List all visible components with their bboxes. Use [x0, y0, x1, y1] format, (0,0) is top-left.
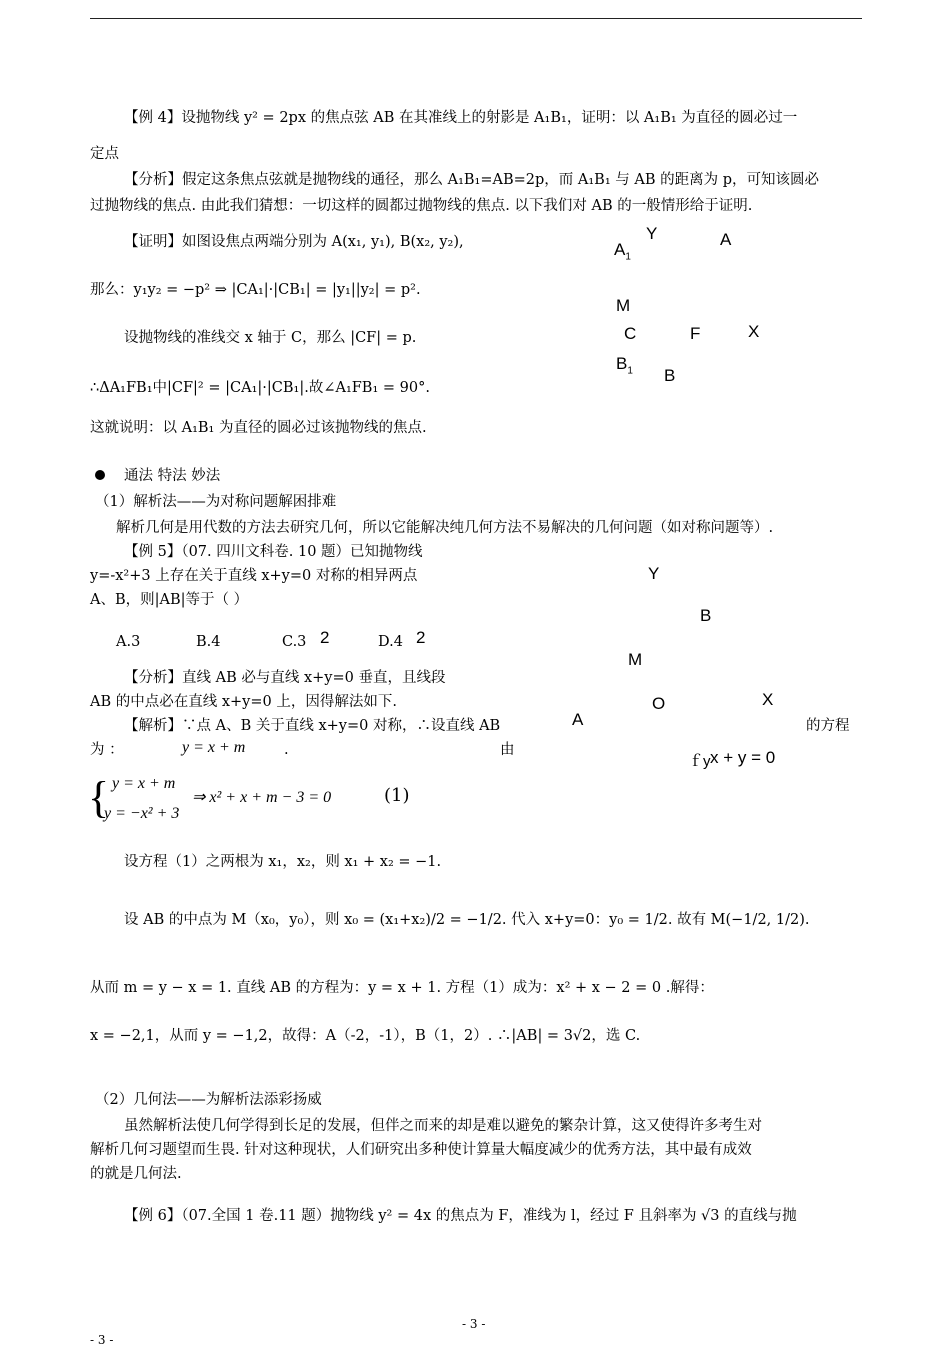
fig1-label-b1: $B_1$: [616, 354, 633, 377]
system-eq2: y = −x² + 3: [104, 805, 180, 822]
fig1-label-a1: $A_1$: [614, 240, 631, 263]
geo-sub2: （2）几何法——为解析法添彩扬威: [95, 1092, 322, 1108]
ex4-proof4: ∴ΔA₁FB₁中|CF|² = |CA₁|·|CB₁|.故∠A₁FB₁ = 90°.: [90, 380, 430, 396]
ex5-option-a: A.3: [116, 634, 141, 650]
ex4-analysis1: 【分析】假定这条焦点弦就是抛物线的通径，那么 A₁B₁=AB=2p，而 A₁B₁ 与 AB 的距离为 p，可知该圆必: [124, 172, 819, 188]
ex4-proof5: 这就说明：以 A₁B₁ 为直径的圆必过该抛物线的焦点.: [90, 420, 427, 436]
fig2-label-a: A: [572, 710, 584, 729]
bullet-icon: [95, 470, 105, 480]
system-brace: {: [88, 773, 110, 822]
page-number-left: - 3 -: [90, 1333, 114, 1347]
ex4-analysis2: 过抛物线的焦点. 由此我们猜想：一切这样的圆都过抛物线的焦点. 以下我们对 AB 的一般情形给于证明.: [90, 198, 753, 214]
geo-p2: 解析几何习题望而生畏. 针对这种现状，人们研究出多种使计算量大幅度减少的优秀方法，其中最有成效: [90, 1142, 752, 1158]
system-result: ⇒ x² + x + m − 3 = 0: [192, 789, 332, 806]
fig1-label-m: M: [616, 296, 631, 315]
ex5-m-value: 从而 m = y − x = 1. 直线 AB 的方程为：y = x + 1. 方程（1）成为：x² + x − 2 = 0 .解得：: [90, 980, 714, 996]
fig2-line-label: x + y = 0: [710, 748, 776, 767]
methods-sub1: （1）解析法——为对称问题解困排难: [95, 494, 337, 510]
ex4-line2: 定点: [90, 146, 119, 162]
ex5-line2: y=-x²+3 上存在关于直线 x+y=0 对称的相异两点: [90, 568, 418, 584]
fig1-label-b: B: [664, 366, 676, 385]
fig1-label-y: Y: [646, 224, 658, 243]
ex5-solution2-eq: y = x + m: [182, 739, 246, 756]
ex5-solution2-by: 由: [500, 742, 515, 758]
geo-p3: 的就是几何法.: [90, 1166, 182, 1182]
ex5-solution2-dot: .: [284, 742, 289, 758]
fig2-label-o: O: [652, 694, 666, 713]
methods-intro: 解析几何是用代数的方法去研究几何，所以它能解决纯几何方法不易解决的几何问题（如对称问题等）.: [116, 520, 774, 536]
ex5-final: x = −2,1，从而 y = −1,2，故得：A（-2，-1），B（1，2）. ∴|AB| = 3√2，选 C.: [90, 1028, 641, 1044]
ex5-option-d-root: 2: [416, 628, 426, 647]
fig2-label-b: B: [700, 606, 712, 625]
fig2-label-y: Y: [648, 564, 660, 583]
ex5-line3: A、B，则|AB|等于（ ）: [90, 592, 249, 608]
ex5-line1: 【例 5】（07. 四川文科卷. 10 题）已知抛物线: [124, 544, 423, 560]
system-eq1: y = x + m: [112, 775, 176, 792]
ex4-proof1: 【证明】如图设焦点两端分别为 A(x₁, y₁), B(x₂, y₂),: [124, 234, 464, 250]
page-number-center: - 3 -: [462, 1317, 486, 1331]
ex5-option-b: B.4: [196, 634, 221, 650]
methods-heading: 通法 特法 妙法: [124, 468, 221, 484]
fig1-label-c: C: [624, 324, 637, 343]
ex4-proof3: 设抛物线的准线交 x 轴于 C，那么 |CF| = p.: [124, 330, 417, 346]
ex5-roots: 设方程（1）之两根为 x₁，x₂，则 x₁ + x₂ = −1.: [124, 854, 442, 870]
ex5-solution1: 【解析】∵点 A、B 关于直线 x+y=0 对称，∴设直线 AB: [124, 718, 501, 734]
fig2-label-x: X: [762, 690, 774, 709]
ex5-analysis2: AB 的中点必在直线 x+y=0 上，因得解法如下.: [90, 694, 397, 710]
ex5-solution2-prefix: 为 ：: [90, 742, 124, 758]
fig2-label-m: M: [628, 650, 643, 669]
ex5-option-c-root: 2: [320, 628, 330, 647]
fig1-label-a: A: [720, 230, 732, 249]
ex6-line1: 【例 6】（07.全国 1 卷.11 题）抛物线 y² = 4x 的焦点为 F，准线为 l，经过 F 且斜率为 √3 的直线与抛: [124, 1208, 797, 1224]
fig2-line-prefix: ｆy: [688, 753, 711, 770]
header-rule: [90, 18, 862, 19]
fig1-label-x: X: [748, 322, 760, 341]
ex5-option-c: C.3: [282, 634, 307, 650]
ex4-proof2: 那么：y₁y₂ = −p² ⇒ |CA₁|·|CB₁| = |y₁||y₂| = p².: [90, 282, 421, 298]
geo-p1: 虽然解析法使几何学得到长足的发展，但伴之而来的却是难以避免的繁杂计算，这又使得许多考生对: [124, 1118, 762, 1134]
ex5-midpoint: 设 AB 的中点为 M（x₀，y₀），则 x₀ = (x₁+x₂)/2 = −1/2. 代入 x+y=0：y₀ = 1/2. 故有 M(−1/2, 1/2).: [124, 912, 810, 928]
ex5-option-d: D.4: [378, 634, 403, 650]
system-number: (1): [384, 785, 410, 806]
ex5-solution1-tail: 的方程: [806, 718, 850, 734]
fig1-label-f: F: [690, 324, 701, 343]
ex5-analysis1: 【分析】直线 AB 必与直线 x+y=0 垂直，且线段: [124, 670, 446, 686]
ex4-line1: 【例 4】设抛物线 y² = 2px 的焦点弦 AB 在其准线上的射影是 A₁B₁，证明：以 A₁B₁ 为直径的圆必过一: [124, 110, 798, 126]
